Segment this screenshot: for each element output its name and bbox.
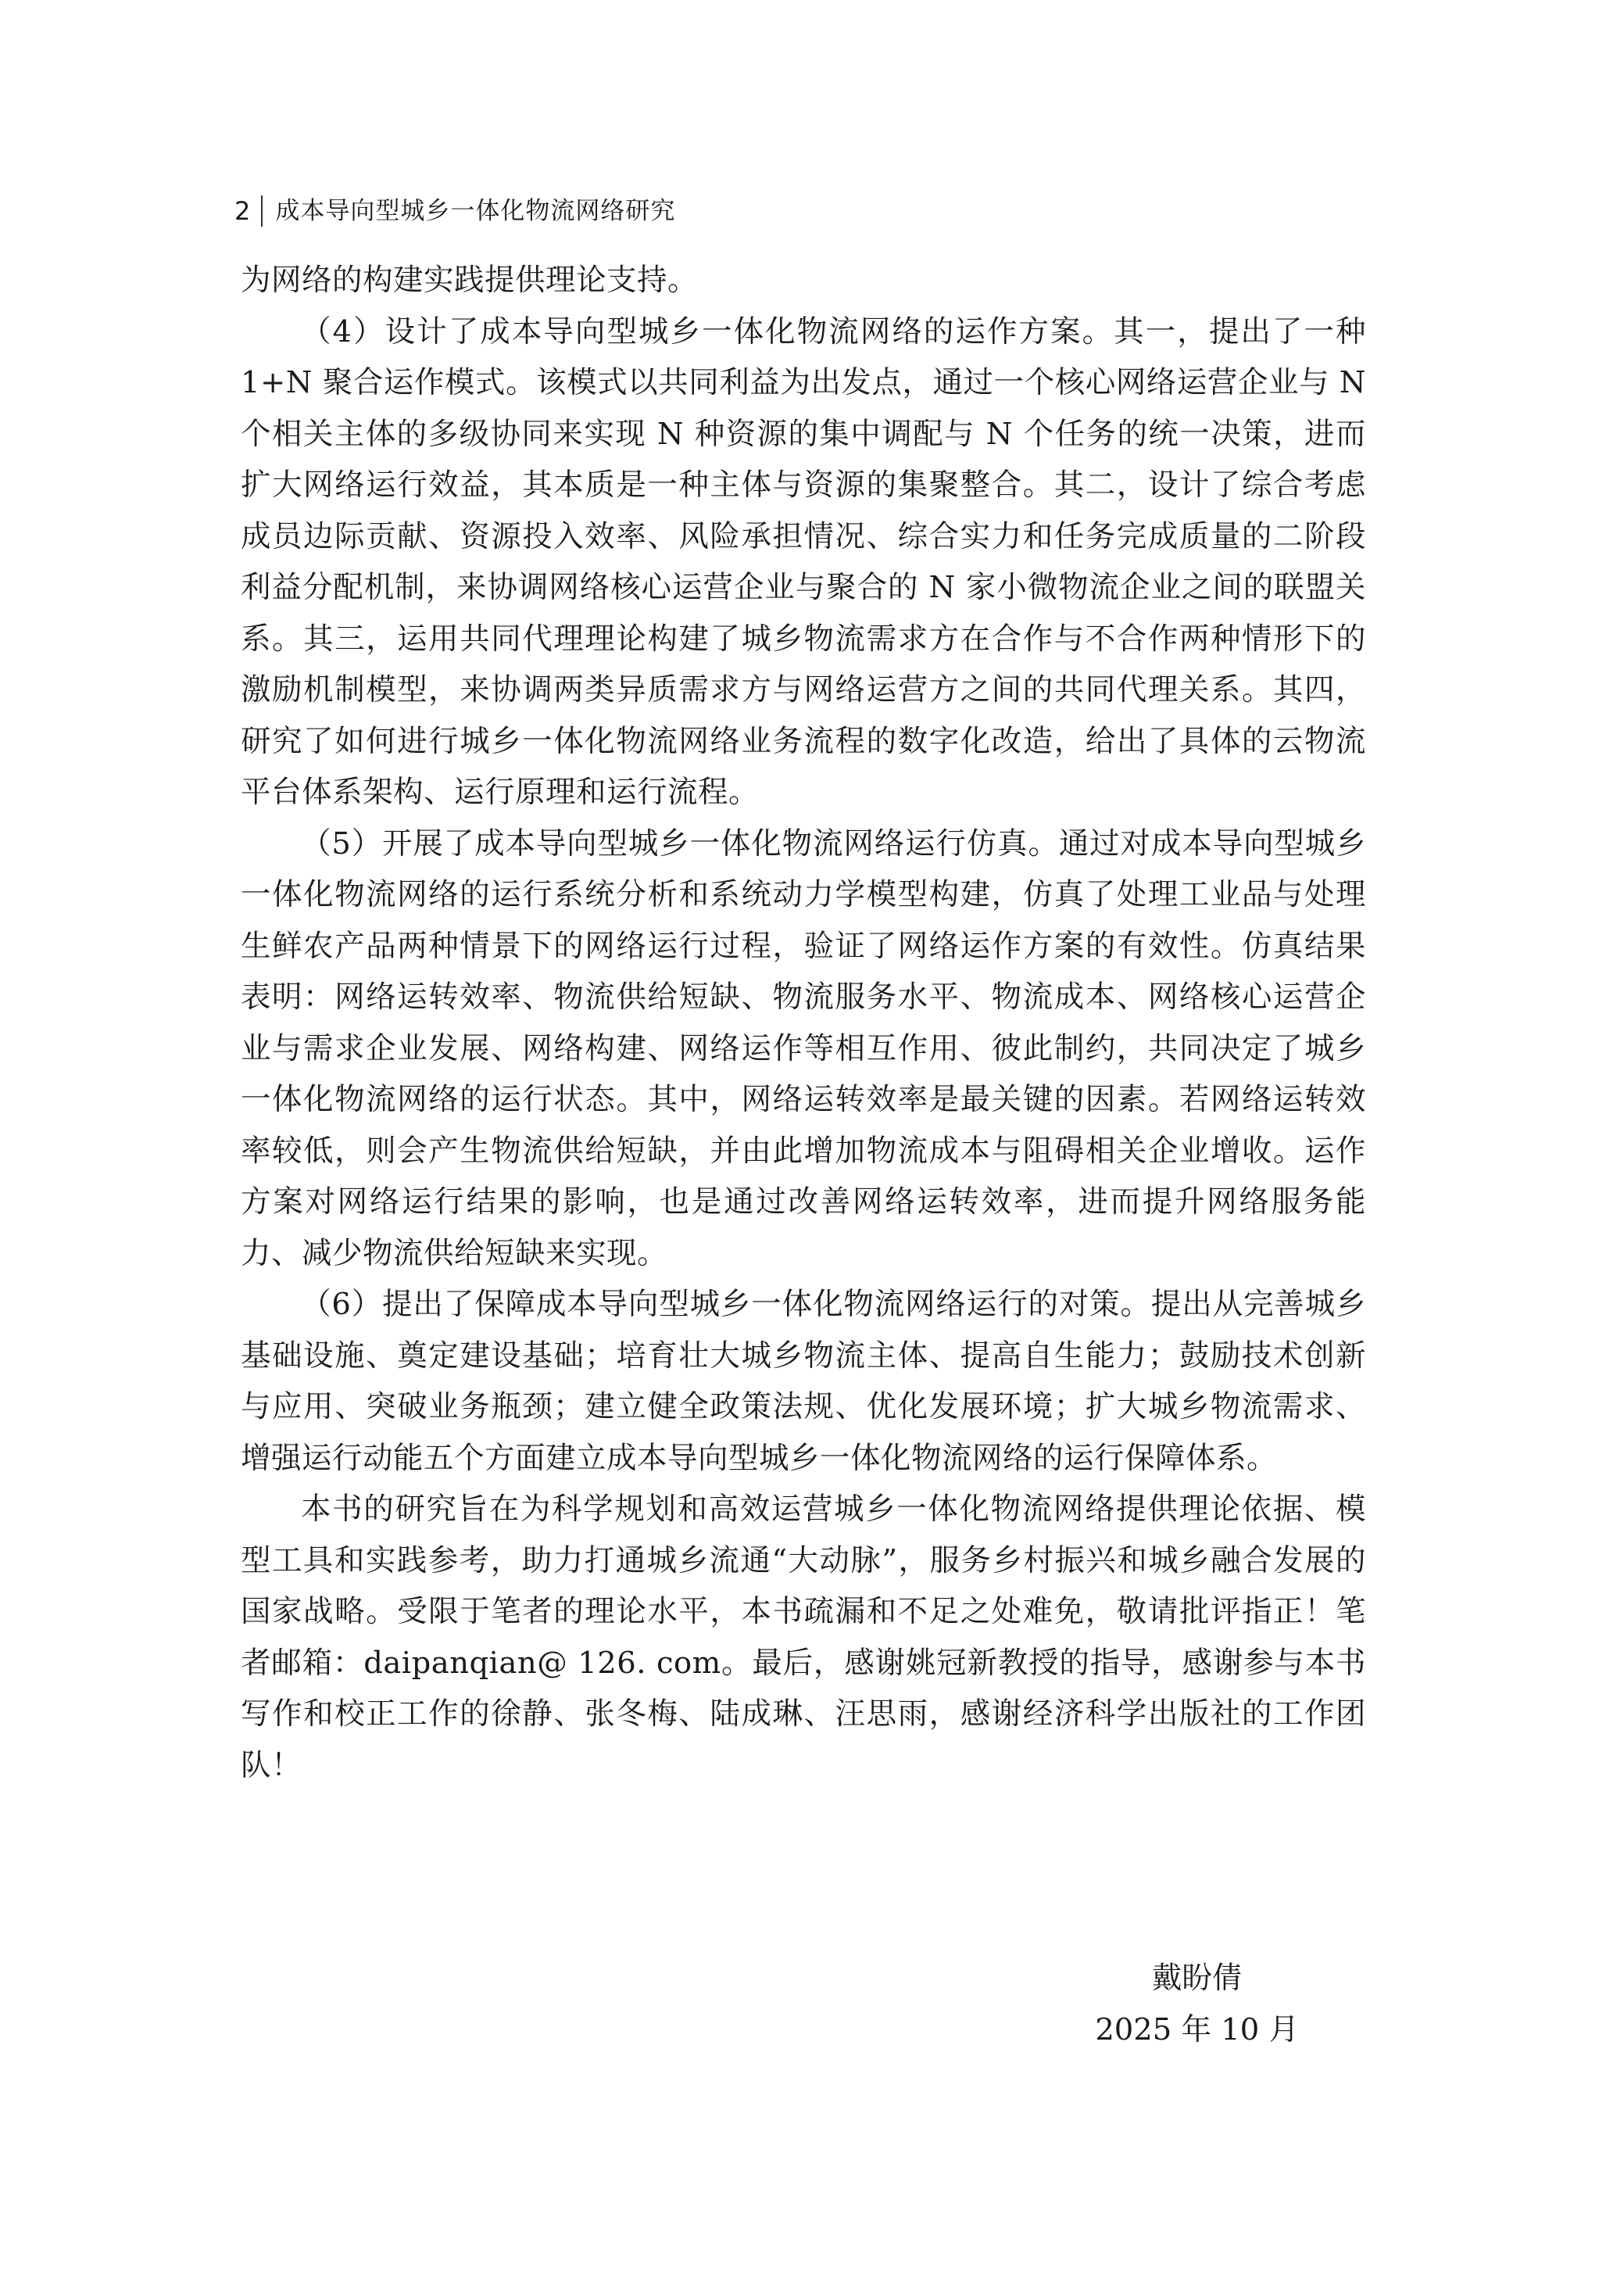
signature-block (1095, 1953, 1299, 2056)
author-name: 戴盼倩 (1151, 1961, 1243, 1996)
header-divider (261, 195, 263, 227)
paragraph-closing: 本书的研究旨在为科学规划和高效运营城乡一体化物流网络提供理论依据、模型工具和实践参考，助力打通城乡流通“大动脉”，服务乡村振兴和城乡融合发展的国家战略。受限于笔者的理论水平，本书疏漏和不足之处难免，敬请批评指正！笔者邮箱：daipanqian@ 126. com。最后，感谢姚冠新教授的指导，感谢参与本书写作和校正工作的徐静、张冬梅、陆成琳、汪思雨，感谢经济科学出版社的工作团队！ (241, 1492, 1366, 1783)
body-text (241, 255, 1366, 1791)
paragraph-item-6: （6）提出了保障成本导向型城乡一体化物流网络运行的对策。提出从完善城乡基础设施、奠定建设基础；培育壮大城乡物流主体、提高自生能力；鼓励技术创新与应用、突破业务瓶颈；建立健全政策法规、优化发展环境；扩大城乡物流需求、增强运行动能五个方面建立成本导向型城乡一体化物流网络的运行保障体系。 (241, 1287, 1366, 1476)
page-number: 2 (234, 196, 251, 226)
signature-date: 2025 年 10 月 (1095, 2012, 1299, 2047)
book-title: 成本导向型城乡一体化物流网络研究 (275, 197, 676, 225)
paragraph-continuation: 为网络的构建实践提供理论支持。 (241, 263, 699, 298)
paragraph-item-4: （4）设计了成本导向型城乡一体化物流网络的运作方案。其一，提出了一种 1+N 聚合运作模式。该模式以共同利益为出发点，通过一个核心网络运营企业与 N 个相关主体的多级协同来实现 N 种资源的集中调配与 N 个任务的统一决策，进而扩大网络运行效益，其本质是一种主体与资源的集聚整合。其二，设计了综合考虑成员边际贡献、资源投入效率、风险承担情况、综合实力和任务完成质量的二阶段利益分配机制，来协调网络核心运营企业与聚合的 N 家小微物流企业之间的联盟关系。其三，运用共同代理理论构建了城乡物流需求方在合作与不合作两种情形下的激励机制模型，来协调两类异质需求方与网络运营方之间的共同代理关系。其四，研究了如何进行城乡一体化物流网络业务流程的数字化改造，给出了具体的云物流平台体系架构、运行原理和运行流程。 (241, 313, 1366, 810)
running-header (234, 192, 675, 230)
paragraph-item-5: （5）开展了成本导向型城乡一体化物流网络运行仿真。通过对成本导向型城乡一体化物流网络的运行系统分析和系统动力学模型构建，仿真了处理工业品与处理生鲜农产品两种情景下的网络运行过程，验证了网络运作方案的有效性。仿真结果表明：网络运转效率、物流供给短缺、物流服务水平、物流成本、网络核心运营企业与需求企业发展、网络构建、网络运作等相互作用、彼此制约，共同决定了城乡一体化物流网络的运行状态。其中，网络运转效率是最关键的因素。若网络运转效率较低，则会产生物流供给短缺，并由此增加物流成本与阻碍相关企业增收。运作方案对网络运行结果的影响，也是通过改善网络运转效率，进而提升网络服务能力、减少物流供给短缺来实现。 (241, 826, 1366, 1271)
